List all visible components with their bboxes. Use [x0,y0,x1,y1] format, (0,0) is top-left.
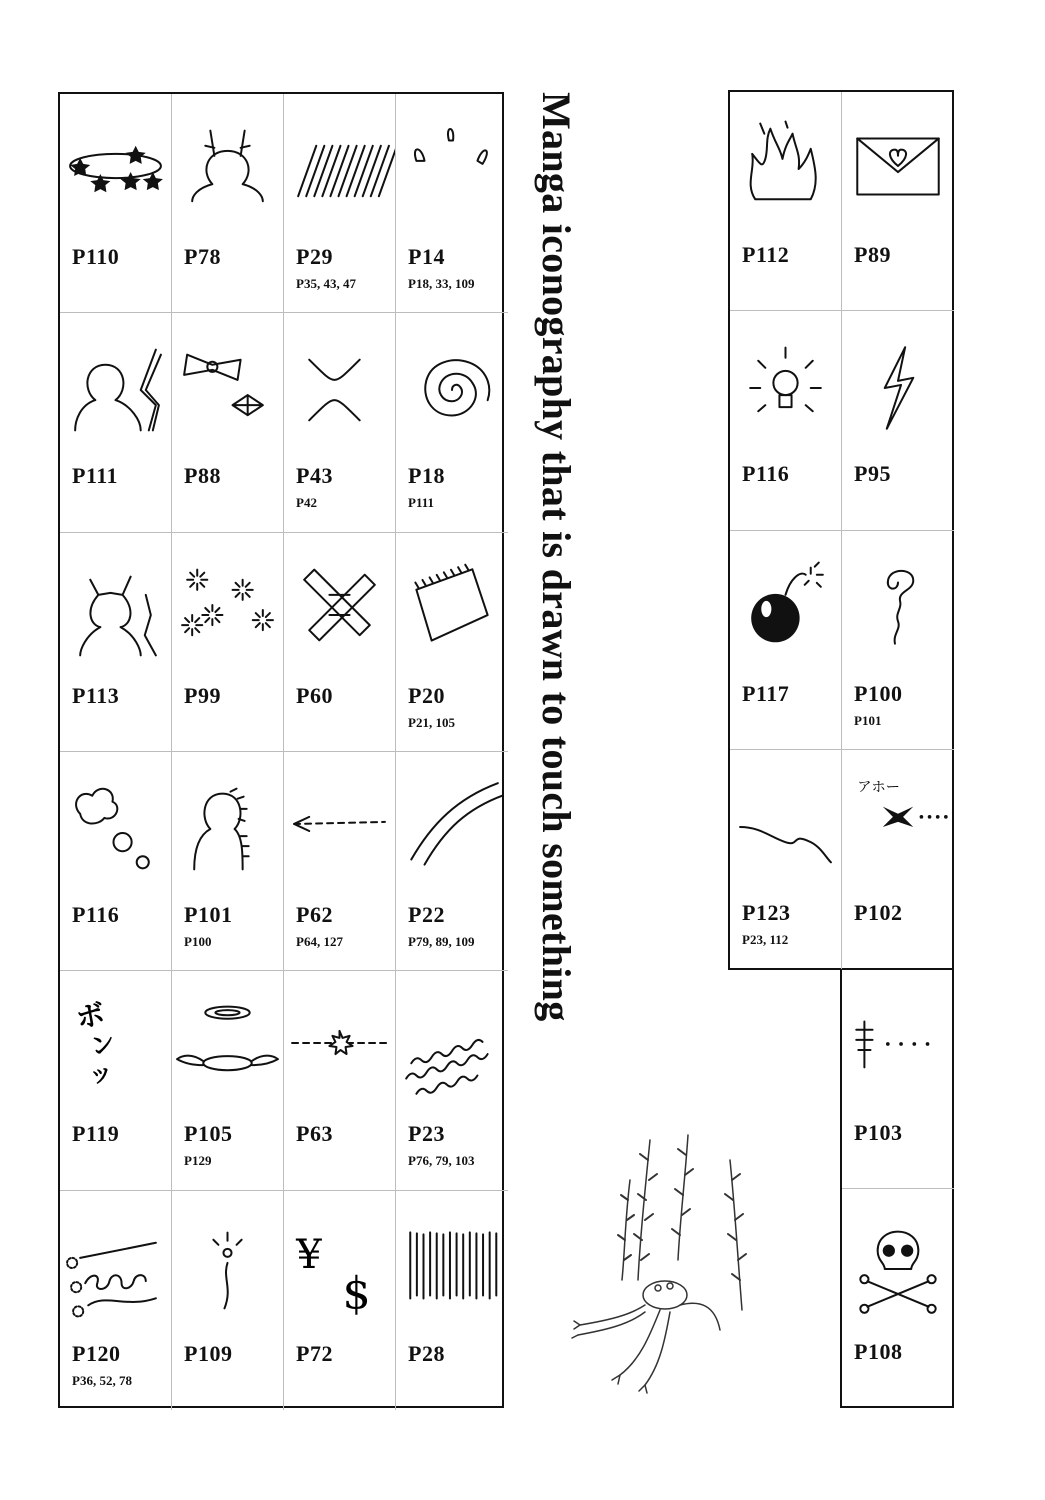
page-number: P28 [408,1340,445,1366]
icon-cell-p72 [284,1191,396,1410]
page-number: P101 [184,901,233,927]
page-number: P105 [184,1121,233,1147]
page-number: P20 [408,682,445,708]
question-squiggle-icon [842,543,954,673]
swirl-trails-icon [60,1203,171,1333]
icon-cell-p119 [60,971,172,1190]
page-number: P22 [408,901,445,927]
ring-of-stars-icon [60,106,171,236]
icon-cell-p120 [60,1191,172,1410]
icon-cell-p60 [284,533,396,752]
related-pages: P35, 43, 47 [296,276,356,291]
related-pages: P36, 52, 78 [72,1372,132,1388]
related-pages: P18, 33, 109 [408,276,475,291]
icon-cell-p103 [842,970,954,1189]
heart-letter-icon [842,104,954,234]
skull-crossbones-icon [842,1201,954,1331]
icon-cell-p95 [842,311,954,530]
icon-cell-p22 [396,752,508,971]
icon-cell-p88 [172,313,284,532]
related-pages: P76, 79, 103 [408,1153,475,1169]
page-number: P63 [296,1121,333,1147]
icon-cell-p18 [396,313,508,532]
vertical-lines-icon [396,1203,508,1333]
frog-illustration [570,1130,770,1400]
page-number: P89 [854,242,891,267]
icon-cell-p117 [730,531,842,750]
svg-text:ボ: ボ [73,997,108,1036]
icon-cell-p63 [284,971,396,1190]
dashed-spark-icon [284,983,395,1113]
page-number: P29 [296,244,333,269]
page-number: P43 [296,463,333,489]
dashed-arrow-icon [284,764,395,894]
hatch-lines-icon [284,106,395,236]
ribbon-bow-icon [172,325,283,455]
wavy-line-icon [730,762,841,892]
related-pages: P21, 105 [408,714,455,730]
icon-cell-p105 [172,971,284,1190]
dragonfly-icon [842,982,954,1112]
page-number: P111 [72,463,119,489]
lightbulb-drop-icon [172,1203,283,1333]
page-number: P123 [742,899,791,925]
related-pages: P23, 112 [742,931,789,947]
icon-cell-p102 [842,750,954,969]
bandage-cross-icon [284,545,395,675]
page-number: P99 [184,682,221,708]
page-number: P100 [854,680,903,706]
icon-cell-p109 [172,1191,284,1410]
page-number: P72 [296,1340,333,1366]
page-number: P102 [854,899,903,925]
icon-cell-p101 [172,752,284,971]
icon-cell-p23 [396,971,508,1190]
icon-cell-p14 [396,94,508,313]
wavy-lines-icon [396,983,508,1113]
thought-cloud-icon [60,764,171,894]
page-number: P14 [408,244,445,269]
page-number: P103 [854,1120,903,1145]
icon-cell-p29 [284,94,396,313]
page-number: P113 [72,682,120,708]
page-number: P110 [72,244,120,269]
lightbulb-icon [730,323,841,453]
yen-dollar-icon [284,1203,395,1333]
page-number: P116 [72,901,120,927]
icon-cell-p99 [172,533,284,752]
shock-lines-icon [60,325,171,455]
icon-cell-p78 [172,94,284,313]
page-number: P23 [408,1121,445,1147]
svg-text:ッ: ッ [86,1057,116,1090]
icon-cell-p100 [842,531,954,750]
lightning-icon [842,323,954,453]
related-pages: P111 [408,495,435,511]
icon-cell-p62 [284,752,396,971]
page-number: P60 [296,682,333,708]
devil-horns-icon [172,106,283,236]
surprise-marks-icon [396,106,508,236]
icon-cell-p112 [730,92,842,311]
icon-cell-p28 [396,1191,508,1410]
page-number: P18 [408,463,445,489]
page-number: P95 [854,461,891,487]
icon-cell-p20 [396,533,508,752]
page-number: P108 [854,1339,903,1365]
sparkles-icon [172,545,283,675]
bomb-icon [730,543,841,673]
stitched-patch-icon [396,545,508,675]
related-pages: P101 [854,712,882,728]
svg-text:¥: ¥ [296,1230,322,1278]
page-title: Manga iconography that is drawn to touch something [534,92,579,1022]
related-pages: P129 [184,1153,212,1169]
related-pages: P42 [296,495,317,511]
anger-cross-icon [284,325,395,455]
page-number: P78 [184,244,221,269]
cat-ears-icon [60,545,171,675]
svg-text:ン: ン [88,1029,118,1062]
stitched-head-icon [172,764,283,894]
icon-cell-p110 [60,94,172,313]
icon-cell-p108 [842,1189,954,1408]
halo-wings-icon [172,983,283,1113]
icon-cell-p113 [60,533,172,752]
svg-text:$: $ [342,1268,371,1320]
icon-cell-p123 [730,750,842,969]
page-number: P112 [742,242,790,267]
page-number: P88 [184,463,221,489]
icon-cell-p116 [730,311,842,530]
page-number: P109 [184,1340,233,1366]
speed-lines-icon [396,764,508,894]
svg-text:アホー: アホー [857,779,901,796]
spiral-icon [396,325,508,455]
icon-cell-p43 [284,313,396,532]
page-number: P117 [742,680,790,706]
page-number: P120 [72,1340,121,1366]
page-number: P116 [742,461,790,487]
icon-cell-p116 [60,752,172,971]
icon-cell-p111 [60,313,172,532]
katakana-sfx-icon [60,983,171,1113]
page-number: P119 [72,1121,120,1147]
related-pages: P64, 127 [296,933,343,949]
crow-flying-icon [842,762,954,892]
related-pages: P100 [184,933,212,949]
related-pages: P79, 89, 109 [408,933,475,949]
flames-icon [730,104,841,234]
icon-cell-p89 [842,92,954,311]
page-number: P62 [296,901,333,927]
